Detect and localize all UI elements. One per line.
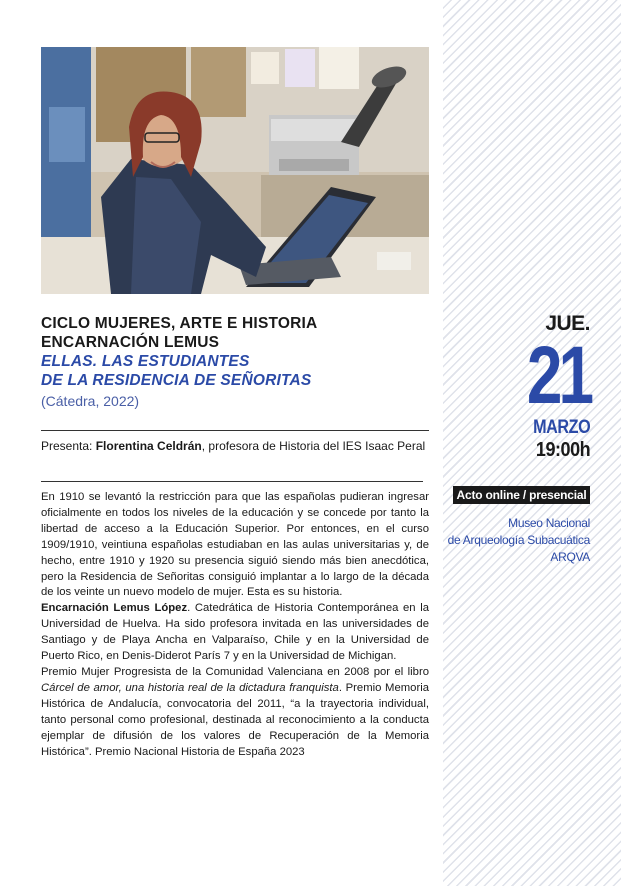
date-weekday: JUE. [545, 312, 590, 335]
event-title-block [41, 314, 441, 410]
event-date [509, 312, 590, 462]
presenter-label: Presenta: [41, 439, 93, 453]
award-book-title: Cárcel de amor, una historia real de la dictadura franquista [41, 681, 339, 694]
event-description [41, 490, 429, 760]
author-photo [41, 47, 429, 294]
description-paragraph: En 1910 se levantó la restricción para que las españolas pudieran ingresar oficialmente en todos los niveles de la educación y se concede por tanto la libertad de acceso a la Educación Superior. Por entonces, en el curso 1909/1910, veintiuna españolas estudiaban en las aulas universitarias y, de hecho, entre 1910 y 1920 su presencia siguió siendo más bien anecdótica, pero la Residencia de Señoritas consiguió implantar a lo largo de la década de los veinte un nuevo modelo de mujer. Esta es su historia. [41, 491, 429, 599]
venue-line3: ARQVA [550, 550, 590, 564]
author-bio [41, 601, 429, 665]
award-rest: . Premio Memoria Histórica de Andalucía, convocatoria del 2011, “a la trayectoria individual, tanto personal como profesional, destinada al reconocimiento a la conducta ejemplar de difusión de los valores de Recuperación de la Memoria Histórica”. Premio Nacional Historia de España 2023 [41, 681, 430, 758]
divider-bottom [41, 481, 423, 482]
divider-top [41, 430, 429, 431]
date-day: 21 [526, 330, 590, 421]
venue-line2: de Arqueología Subacuática [447, 533, 590, 547]
presenter-name: Florentina Celdrán [95, 439, 202, 453]
bio-text: . Catedrática de Historia Contemporánea en la Universidad de Huelva. Ha sido profesora invitada en las universidades de Santiago y de Playa Ancha en Valparaíso, Chile y en la Universidad de Puerto Rico, en Denis-Diderot París 7 y en la Universidad de Michigan. [41, 602, 429, 663]
venue-line1: Museo Nacional [508, 516, 590, 530]
venue [448, 515, 590, 566]
book-title-line2: DE LA RESIDENCIA DE SEÑORITAS [41, 372, 312, 389]
awards-paragraph [41, 665, 429, 760]
publisher: (Cátedra, 2022) [41, 393, 140, 409]
date-month: MARZO [532, 417, 590, 438]
event-time: 19:00h [535, 439, 590, 461]
presenter-line [41, 438, 429, 455]
cycle-title: CICLO MUJERES, ARTE E HISTORIA [41, 315, 318, 332]
author-name: ENCARNACIÓN LEMUS [41, 334, 220, 351]
format-badge: Acto online / presencial [453, 486, 590, 504]
bio-name: Encarnación Lemus López [41, 602, 188, 615]
presenter-description: , profesora de Historia del IES Isaac Peral [201, 439, 426, 453]
book-title-line1: ELLAS. LAS ESTUDIANTES [41, 353, 250, 370]
award-intro: Premio Mujer Progresista de la Comunidad Valenciana en 2008 por el libro [41, 665, 429, 678]
